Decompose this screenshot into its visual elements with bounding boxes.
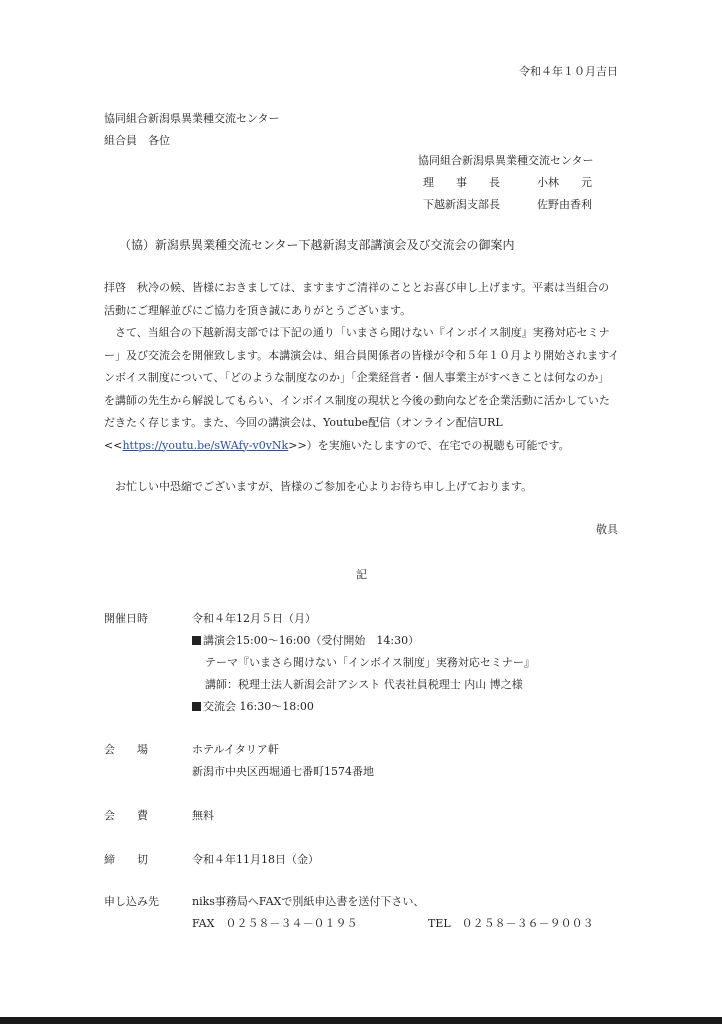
lecture-time xyxy=(192,632,419,648)
document-title: （協）新潟県異業種交流センター下越新潟支部講演会及び交流会の御案内 xyxy=(119,238,515,252)
deadline-label: 締 切 xyxy=(104,853,148,866)
venue-address: 新潟市中央区西堀通七番町1574番地 xyxy=(192,765,374,778)
sender-chair-title: 理 事 長 xyxy=(423,176,500,189)
datetime-value: 令和４年12月５日（月） xyxy=(192,612,316,625)
lecturer: 講師：税理士法人新潟会計アシスト 代表社員税理士 内山 博之様 xyxy=(205,678,523,691)
fee-value: 無料 xyxy=(192,809,214,822)
venue-name: ホテルイタリア軒 xyxy=(192,743,279,756)
letter-date: 令和４年１０月吉日 xyxy=(519,65,618,78)
closing-paragraph: お忙しい中恐縮でございますが、皆様のご参加を心よりお待ち申し上げております。 xyxy=(104,480,533,493)
sender-branch-name: 佐野由香利 xyxy=(537,198,592,211)
square-bullet-icon xyxy=(192,636,201,645)
apply-label: 申し込み先 xyxy=(104,895,159,908)
exchange-time-text: 交流会 16:30～18:00 xyxy=(203,700,314,713)
datetime-label: 開催日時 xyxy=(104,612,148,625)
sender-branch-title: 下越新潟支部長 xyxy=(423,198,500,211)
lecture-theme: テーマ『いまさら聞けない「インボイス制度」実務対応セミナー』 xyxy=(205,656,535,669)
deadline-value: 令和４年11月18日（金） xyxy=(192,853,319,866)
ki-heading: 記 xyxy=(356,568,367,581)
apply-value: niks事務局へFAXで別紙申込書を送付下さい、 xyxy=(192,895,425,908)
main-paragraph xyxy=(104,322,620,457)
tel-number: TEL ０２５８－３６－９００３ xyxy=(428,917,594,930)
exchange-time xyxy=(192,698,314,714)
youtube-link[interactable]: https://youtu.be/sWAfy-v0vNk xyxy=(122,438,289,452)
recipient-org: 協同組合新潟県異業種交流センター xyxy=(104,112,280,125)
closing-word: 敬具 xyxy=(596,523,618,536)
sender-org: 協同組合新潟県異業種交流センター xyxy=(418,154,594,167)
square-bullet-icon xyxy=(192,702,201,711)
greeting-paragraph: 拝啓 秋冷の候、皆様におきましては、ますますご清祥のこととお喜び申し上げます。平素は当組合の活動にご理解並びにご協力を頂き誠にありがとうございます。 xyxy=(104,281,610,317)
main-paragraph-text: さて、当組合の下越新潟支部では下記の通り「いまさら聞けない『インボイス制度』実務対応セミナー」及び交流会を開催致します。本講演会は、組合員関係者の皆様が令和５年１０月より開始されますインボイス制度について、「どのような制度なのか」「企業経営者・個人事業主がすべきことは何なのか」を講師の先生から解説してもらい、インボイス制度の現状と今後の動向などを企業活動に活かしていただきたく存じます。また、今回の講演会は、Youtube配信（オンライン配信URL << xyxy=(104,326,620,452)
bottom-edge-bar xyxy=(0,1017,722,1024)
lecture-time-text: 講演会15:00～16:00（受付開始 14:30） xyxy=(203,634,420,647)
fax-number: FAX ０２５８－３４－０１９５ xyxy=(192,917,358,930)
main-paragraph-text-end: >>）を実施いたしますので、在宅での視聴も可能です。 xyxy=(288,438,570,452)
recipient-members: 組合員 各位 xyxy=(104,134,170,147)
fee-label: 会 費 xyxy=(104,809,148,822)
venue-label: 会 場 xyxy=(104,743,148,756)
sender-chair-name: 小林 元 xyxy=(537,176,592,189)
